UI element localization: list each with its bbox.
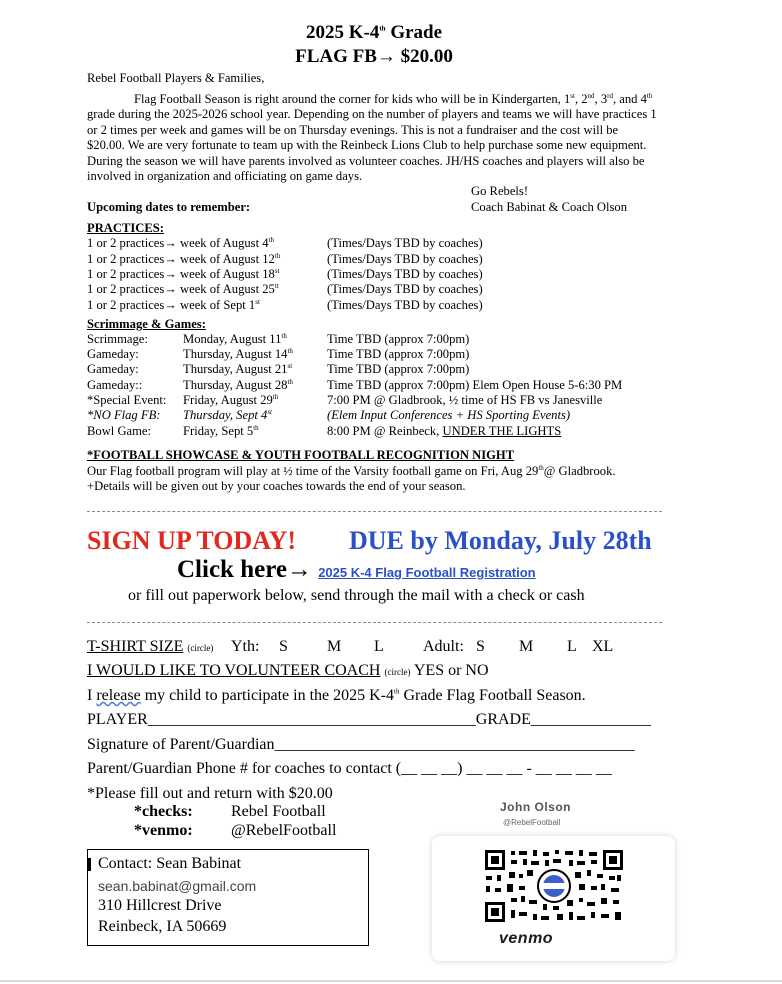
checks-payee: Rebel Football: [231, 803, 326, 820]
game-type: *NO Flag FB:: [87, 408, 161, 422]
game-date: Thursday, Sept 4st: [183, 407, 272, 422]
game-type: Gameday::: [87, 378, 143, 392]
game-time: (Elem Input Conferences + HS Sporting Events): [327, 408, 571, 422]
contact-email[interactable]: sean.babinat@gmail.com: [98, 878, 257, 894]
contact-name: Contact: Sean Babinat: [98, 855, 242, 872]
size-option-adult-l[interactable]: L: [567, 638, 577, 655]
game-date: Thursday, August 14th: [183, 346, 293, 361]
game-time: 8:00 PM @ Reinbeck, UNDER THE LIGHTS: [327, 424, 562, 438]
registration-link[interactable]: 2025 K-4 Flag Football Registration: [318, 565, 536, 580]
size-option-yth-m[interactable]: M: [327, 638, 342, 655]
flyer-subtitle: FLAG FB→ $20.00: [295, 46, 453, 67]
size-option-yth-l[interactable]: L: [374, 638, 384, 655]
size-option-yth-s[interactable]: S: [279, 638, 288, 655]
contact-marker: [88, 858, 91, 871]
letter-body: Flag Football Season is right around the corner for kids who will be in Kindergarten, 1st, 2nd, 3rd, and 4th grade during the 2025-2026 school year. Depending on the number of players and teams we will have practices 1 or 2 times per week and games will be on Thursday evenings. This is not a fundraiser and the cost will be $20.00. We are very fortunate to team up with the Reinbeck Lions Club to help purchase some new equipment. During the season we will have parents involved as volunteer coaches. JH/HS coaches and players will also be involved in organization and officiating on game days.: [87, 91, 657, 184]
size-option-adult-m[interactable]: M: [519, 638, 534, 655]
parent-phone-field[interactable]: Parent/Guardian Phone # for coaches to contact (__ __ __) __ __ __ - __ __ __ __: [87, 760, 612, 777]
youth-size-label: Yth:: [231, 638, 260, 655]
game-date: Thursday, August 28th: [183, 377, 293, 392]
practice-note: (Times/Days TBD by coaches): [327, 282, 483, 296]
cut-line-bottom: [87, 622, 662, 623]
venmo-account-handle: @RebelFootball: [503, 818, 561, 827]
venmo-handle: @RebelFootball: [231, 822, 337, 839]
practice-row: 1 or 2 practices→ week of August 18st: [87, 266, 280, 281]
showcase-line2: +Details will be given out by your coaches towards the end of your season.: [87, 479, 466, 493]
game-date: Monday, August 11th: [183, 331, 287, 346]
game-date: Thursday, August 21st: [183, 361, 293, 376]
game-type: Scrimmage:: [87, 332, 148, 346]
game-date: Friday, August 29th: [183, 392, 279, 407]
practice-note: (Times/Days TBD by coaches): [327, 252, 483, 266]
parent-signature-field[interactable]: Signature of Parent/Guardian_____________________________________________: [87, 736, 635, 753]
cut-line-top: [87, 511, 662, 512]
practices-heading: PRACTICES:: [87, 221, 164, 235]
alt-instructions: or fill out paperwork below, send through the mail with a check or cash: [128, 587, 585, 604]
game-time: Time TBD (approx 7:00pm): [327, 362, 470, 376]
game-time: 7:00 PM @ Gladbrook, ½ time of HS FB vs Janesville: [327, 393, 603, 407]
yes-no-options[interactable]: YES or NO: [413, 662, 489, 679]
page-bottom-edge: [0, 980, 782, 982]
practice-note: (Times/Days TBD by coaches): [327, 236, 483, 250]
contact-box: [87, 849, 369, 946]
venmo-label: *venmo:: [134, 822, 193, 839]
game-type: Gameday:: [87, 347, 139, 361]
size-option-adult-xl[interactable]: XL: [592, 638, 614, 655]
release-statement: I release my child to participate in the 2025 K-4th Grade Flag Football Season.: [87, 687, 586, 704]
practice-row: 1 or 2 practices→ week of August 4th: [87, 235, 274, 250]
player-grade-field[interactable]: PLAYER_________________________________________GRADE_______________: [87, 711, 651, 728]
venmo-logo: venmo: [499, 930, 554, 947]
game-type: Bowl Game:: [87, 424, 152, 438]
return-instructions: *Please fill out and return with $20.00: [87, 785, 333, 802]
venmo-qr-code-icon[interactable]: [483, 848, 625, 924]
game-time: Time TBD (approx 7:00pm): [327, 347, 470, 361]
tshirt-size-field: T-SHIRT SIZE (circle): [87, 638, 214, 655]
game-time: Time TBD (approx 7:00pm) Elem Open House 5-6:30 PM: [327, 378, 623, 392]
upcoming-heading: Upcoming dates to remember:: [87, 200, 251, 214]
greeting: Rebel Football Players & Families,: [87, 71, 265, 85]
practice-note: (Times/Days TBD by coaches): [327, 298, 483, 312]
practice-note: (Times/Days TBD by coaches): [327, 267, 483, 281]
practice-row: 1 or 2 practices→ week of August 12th: [87, 251, 281, 266]
practice-row: 1 or 2 practices→ week of August $25^{tt}$: [87, 281, 279, 296]
game-time: Time TBD (approx 7:00pm): [327, 332, 470, 346]
game-date: Friday, Sept 5th: [183, 423, 259, 438]
venmo-account-name: John Olson: [500, 800, 571, 814]
due-date: DUE by Monday, July 28th: [349, 526, 652, 555]
size-option-adult-s[interactable]: S: [476, 638, 485, 655]
flyer-title: 2025 K-4th Grade: [305, 22, 443, 43]
checks-label: *checks:: [134, 803, 193, 820]
practice-row: 1 or 2 practices→ week of Sept 1st: [87, 297, 260, 312]
coach-signature: Coach Babinat & Coach Olson: [471, 200, 627, 214]
volunteer-coach-field: I WOULD LIKE TO VOLUNTEER COACH (circle) YES or NO: [87, 662, 489, 679]
game-type: Gameday:: [87, 362, 139, 376]
showcase-line1: Our Flag football program will play at ½ time of the Varsity football game on Fri, Aug 29th@ Gladbrook.: [87, 463, 616, 478]
adult-size-label: Adult:: [423, 638, 464, 655]
contact-city: Reinbeck, IA 50669: [98, 918, 227, 935]
showcase-heading: *FOOTBALL SHOWCASE & YOUTH FOOTBALL RECOGNITION NIGHT: [87, 448, 515, 462]
signoff: Go Rebels!: [471, 184, 529, 198]
game-type: *Special Event:: [87, 393, 167, 407]
contact-street: 310 Hillcrest Drive: [98, 897, 222, 914]
click-here: Click here→ 2025 K-4 Flag Football Registration: [177, 556, 536, 583]
signup-cta: SIGN UP TODAY!: [87, 526, 297, 555]
games-heading: Scrimmage & Games:: [87, 317, 206, 331]
